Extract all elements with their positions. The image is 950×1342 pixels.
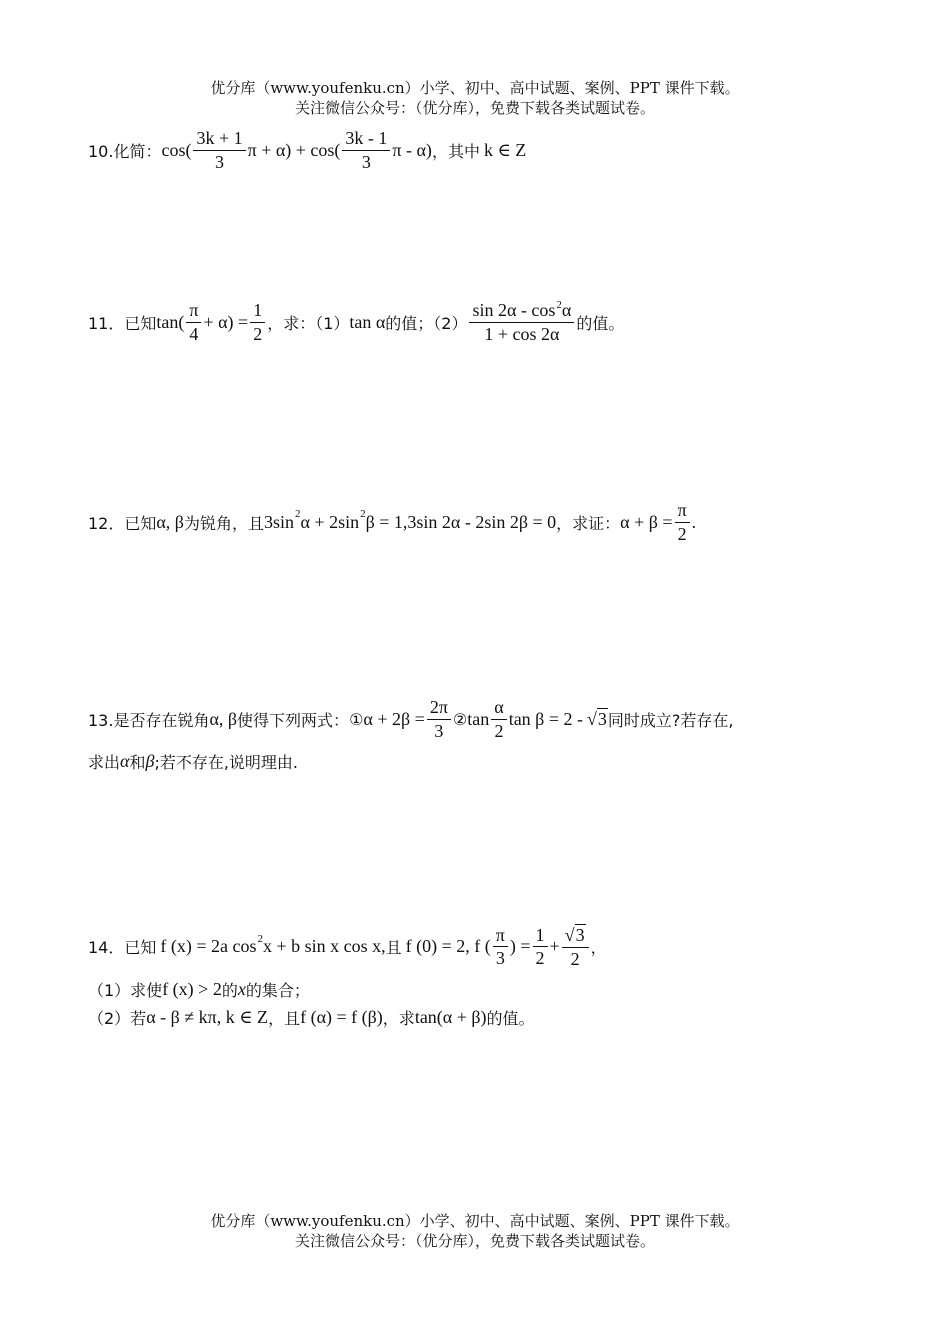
q14-three: 3 [495,948,505,969]
q14-p1-ineq: f (x) > 2 [162,979,222,999]
q11-value2: 的值。 [576,313,625,333]
q14-p2-tan: tan(α + β) [414,1007,487,1027]
question-12 [88,500,696,544]
q10-fraction-1 [193,128,245,172]
q10-frac2-den: 3 [361,151,371,172]
q13-2pi: 2π [427,697,451,720]
q14-pi: π [493,925,508,948]
question-10 [88,128,526,172]
q11-big-den: 1 + cos 2α [484,323,560,344]
question-13-line-2 [88,750,298,773]
question-14-part-2 [88,1006,535,1029]
q12-goal [620,500,696,544]
q12-acute: 为锐角，且 [183,513,264,533]
q11-ask: ，求：（1） [267,313,350,333]
q11-big-fraction [469,300,574,344]
q11-expression [156,300,267,344]
radical-icon: √ [564,925,575,945]
q14-conditions [406,924,591,969]
q10-fraction-2 [342,128,390,172]
q13-sqrt3 [587,708,608,730]
question-14 [88,924,607,969]
q10-cos-open: cos( [161,139,192,160]
q14-sup: 2 [257,932,263,945]
q13-tan: tan [467,708,490,729]
q13-2pi-over-3 [427,697,451,741]
q11-big-num-text: sin 2α - cos [472,300,556,320]
q11-four: 4 [189,323,199,344]
q14-p1-x: x [237,979,246,999]
q14-prefix: 14．已知 [88,938,157,958]
q11-half [250,300,265,344]
radical-icon: √ [586,709,597,730]
q13-mid: 使得下列两式： [237,710,350,730]
q10-frac2-num: 3k - 1 [342,128,390,151]
q11-plus-alpha: + α) = [203,311,249,332]
q12-vars: α, β [156,511,184,532]
footer-line-1: 优分库（www.youfenku.cn）小学、初中、高中试题、案例、PPT 课件下载。 [210,1212,740,1230]
q12-sup-1: 2 [295,508,301,521]
q11-big-num [469,300,574,323]
q11-prefix: 11．已知 [88,313,157,333]
q14-root: 3 [575,925,585,945]
page-footer [0,1211,950,1251]
q11-tan-open: tan( [156,311,185,332]
q14-half-num: 1 [533,925,548,948]
q14-p1-c: 的集合； [245,981,310,1000]
q14-half [533,925,548,969]
q13-line2-b: 和 [129,753,146,772]
q14-p1-a: （1）求使 [88,981,163,1000]
q14-f0: f (0) = 2, f ( [405,936,491,957]
q10-prefix: 10.化简： [88,141,162,161]
q12-dot: . [691,511,697,532]
q14-pi-over-3 [493,925,508,969]
q11-half-den: 2 [253,323,263,344]
q11-fraction-expression [467,300,576,344]
question-14-part-1 [88,978,310,1001]
q14-p2-cond: α - β ≠ kπ, k ∈ Z [146,1007,269,1027]
q13-two: 2 [494,720,504,741]
q14-fx: f (x) = 2a cos [160,936,257,957]
q12-sup-2: 2 [360,508,366,521]
q12-eq-c: β = 1,3sin 2α - 2sin 2β = 0 [365,511,557,532]
q14-close: ) = [509,936,531,957]
q10-term1-tail: π + α) + cos( [247,139,341,160]
q11-pi: π [186,300,201,323]
q11-tan-alpha: tan α [349,311,386,332]
q14-p2-a: （2）若 [88,1009,147,1028]
q12-prove: ，求证： [556,513,621,533]
q13-eq1-text: α + 2β = [363,708,425,729]
header-line-2: 关注微信公众号：（优分库），免费下载各类试题试卷。 [294,99,655,117]
q14-root3-over-2 [562,924,589,969]
q13-circled-2: ② [452,709,468,729]
q11-big-num-tail: α [561,300,572,320]
q14-plus: + [549,936,560,957]
q12-eq-a: 3sin [263,511,294,532]
q13-alpha: α [491,697,506,720]
q13-line2-alpha: α [120,751,130,771]
q12-eq-b: α + 2sin [300,511,360,532]
q13-eq2 [467,697,608,741]
q12-two: 2 [677,523,687,544]
q13-line2-c: ;若不存在,说明理由. [154,753,299,772]
q14-root-den: 2 [570,948,580,969]
q13-line2-beta: β [145,751,155,771]
q11-pi-over-4 [186,300,201,344]
q10-mid: ，其中 [431,141,480,161]
q12-pi: π [675,500,690,523]
q14-p2-b: ，且 [268,1009,301,1028]
q10-expression [161,128,431,172]
question-11 [88,300,624,344]
q13-three: 3 [434,720,444,741]
q14-half-den: 2 [535,948,545,969]
q12-goal-text: α + β = [620,511,673,532]
q13-eq2-text: tan β = 2 - [508,708,583,729]
q11-half-num: 1 [250,300,265,323]
q13-line2-a: 求出 [88,753,121,772]
q14-function [160,932,386,957]
q12-pi-over-2 [675,500,690,544]
q12-prefix: 12．已知 [88,513,157,533]
q14-p1-b: 的 [221,981,238,1000]
q13-root: 3 [597,709,607,730]
q13-circled-1: ① [349,709,364,729]
q14-p2-d: 的值。 [486,1009,535,1028]
q10-term2-tail: π - α) [392,139,432,160]
q12-equation [263,508,557,533]
q13-alpha-over-2 [491,697,506,741]
q14-root3 [562,924,589,948]
page-header [0,78,950,118]
q13-tail: 同时成立?若存在, [607,710,734,730]
q11-value1: 的值；（2） [385,313,468,333]
footer-line-2: 关注微信公众号：（优分库），免费下载各类试题试卷。 [294,1232,655,1250]
question-13 [88,697,733,741]
header-line-1: 优分库（www.youfenku.cn）小学、初中、高中试题、案例、PPT 课件下载。 [210,79,740,97]
q10-condition: k ∈ Z [483,139,527,160]
q10-frac1-num: 3k + 1 [193,128,245,151]
q13-prefix: 13.是否存在锐角 [88,710,210,730]
q13-eq1 [363,697,453,741]
q14-p2-eq: f (α) = f (β) [300,1007,383,1027]
q13-vars: α, β [209,708,238,729]
q10-frac1-den: 3 [215,151,225,172]
q14-end: ， [590,938,607,958]
q14-p2-c: ，求 [382,1009,415,1028]
q14-and: 且 [385,938,402,958]
q14-fx-tail: x + b sin x cos x, [263,936,386,957]
q11-big-num-sup: 2 [556,299,562,311]
